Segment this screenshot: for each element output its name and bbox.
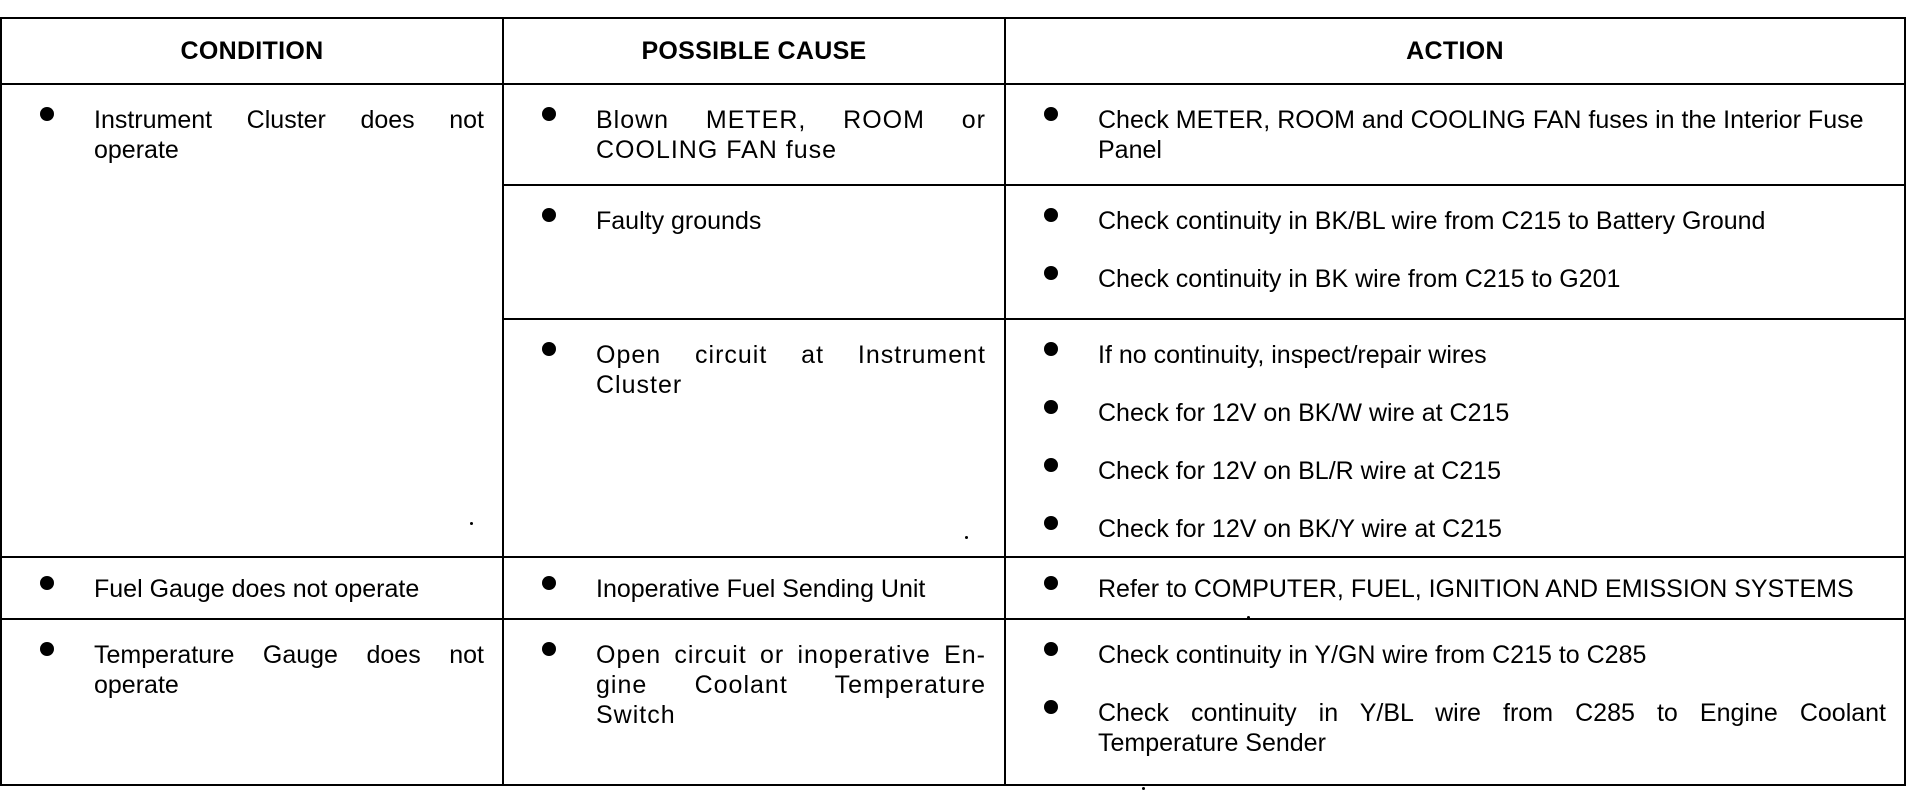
condition-text: Fuel Gauge does not operate bbox=[94, 575, 420, 603]
bullet-icon bbox=[1044, 458, 1058, 472]
condition-cell bbox=[1, 557, 503, 619]
bullet-icon bbox=[1044, 266, 1058, 280]
bullet-icon bbox=[40, 642, 54, 656]
header-row bbox=[1, 18, 1905, 84]
scan-speck bbox=[1142, 787, 1145, 790]
action-text: Check continuity in Y/GN wire from C215 to C285 bbox=[1098, 641, 1647, 669]
bullet-icon bbox=[542, 208, 556, 222]
condition-text: Instrument Cluster does not operate bbox=[94, 106, 484, 164]
troubleshooting-page bbox=[0, 17, 1904, 786]
action-text: Refer to COMPUTER, FUEL, IGNITION AND EMISSION SYSTEMS bbox=[1098, 575, 1854, 603]
scan-speck bbox=[965, 536, 968, 539]
action-text: Check METER, ROOM and COOLING FAN fuses in the Interior Fuse Panel bbox=[1098, 106, 1864, 164]
action-text: Check continuity in Y/BL wire from C285 to Engine Coolant Temperature Sender bbox=[1098, 699, 1886, 757]
cause-text: Blown METER, ROOM or COOLING FAN fuse bbox=[596, 106, 986, 164]
action-text: Check for 12V on BL/R wire at C215 bbox=[1098, 457, 1501, 485]
condition-cell bbox=[1, 84, 503, 557]
cause-cell bbox=[503, 557, 1005, 619]
cause-cell bbox=[503, 84, 1005, 185]
bullet-icon bbox=[40, 576, 54, 590]
bullet-icon bbox=[542, 576, 556, 590]
bullet-icon bbox=[1044, 700, 1058, 714]
bullet-icon bbox=[542, 642, 556, 656]
table-row bbox=[1, 619, 1905, 785]
bullet-icon bbox=[1044, 342, 1058, 356]
scan-speck bbox=[1247, 616, 1250, 619]
cause-cell bbox=[503, 619, 1005, 785]
cause-cell bbox=[503, 185, 1005, 319]
bullet-icon bbox=[1044, 107, 1058, 121]
bullet-icon bbox=[1044, 642, 1058, 656]
header-condition: CONDITION bbox=[1, 18, 503, 84]
cause-text: Open circuit or inoperative En-gine Coolant Temperature Switch bbox=[596, 641, 986, 729]
table-row bbox=[1, 557, 1905, 619]
action-text: If no continuity, inspect/repair wires bbox=[1098, 341, 1487, 369]
bullet-icon bbox=[1044, 208, 1058, 222]
cause-text: Faulty grounds bbox=[596, 207, 762, 235]
action-text: Check for 12V on BK/W wire at C215 bbox=[1098, 399, 1510, 427]
condition-text: Temperature Gauge does not operate bbox=[94, 641, 484, 699]
action-cell bbox=[1005, 185, 1905, 319]
bullet-icon bbox=[542, 342, 556, 356]
action-text: Check continuity in BK/BL wire from C215 to Battery Ground bbox=[1098, 207, 1766, 235]
bullet-icon bbox=[542, 107, 556, 121]
bullet-icon bbox=[40, 107, 54, 121]
action-text: Check continuity in BK wire from C215 to G201 bbox=[1098, 265, 1621, 293]
action-cell bbox=[1005, 84, 1905, 185]
table-row bbox=[1, 84, 1905, 185]
bullet-icon bbox=[1044, 516, 1058, 530]
bullet-icon bbox=[1044, 576, 1058, 590]
cause-text: Inoperative Fuel Sending Unit bbox=[596, 575, 926, 603]
condition-cell bbox=[1, 619, 503, 785]
action-cell bbox=[1005, 557, 1905, 619]
bullet-icon bbox=[1044, 400, 1058, 414]
header-possible-cause: POSSIBLE CAUSE bbox=[503, 18, 1005, 84]
header-action: ACTION bbox=[1005, 18, 1905, 84]
scan-speck bbox=[470, 522, 473, 525]
cause-cell bbox=[503, 319, 1005, 557]
action-cell bbox=[1005, 619, 1905, 785]
troubleshooting-table bbox=[0, 17, 1906, 786]
cause-text: Open circuit at Instrument Cluster bbox=[596, 341, 986, 399]
action-text: Check for 12V on BK/Y wire at C215 bbox=[1098, 515, 1502, 543]
action-cell bbox=[1005, 319, 1905, 557]
